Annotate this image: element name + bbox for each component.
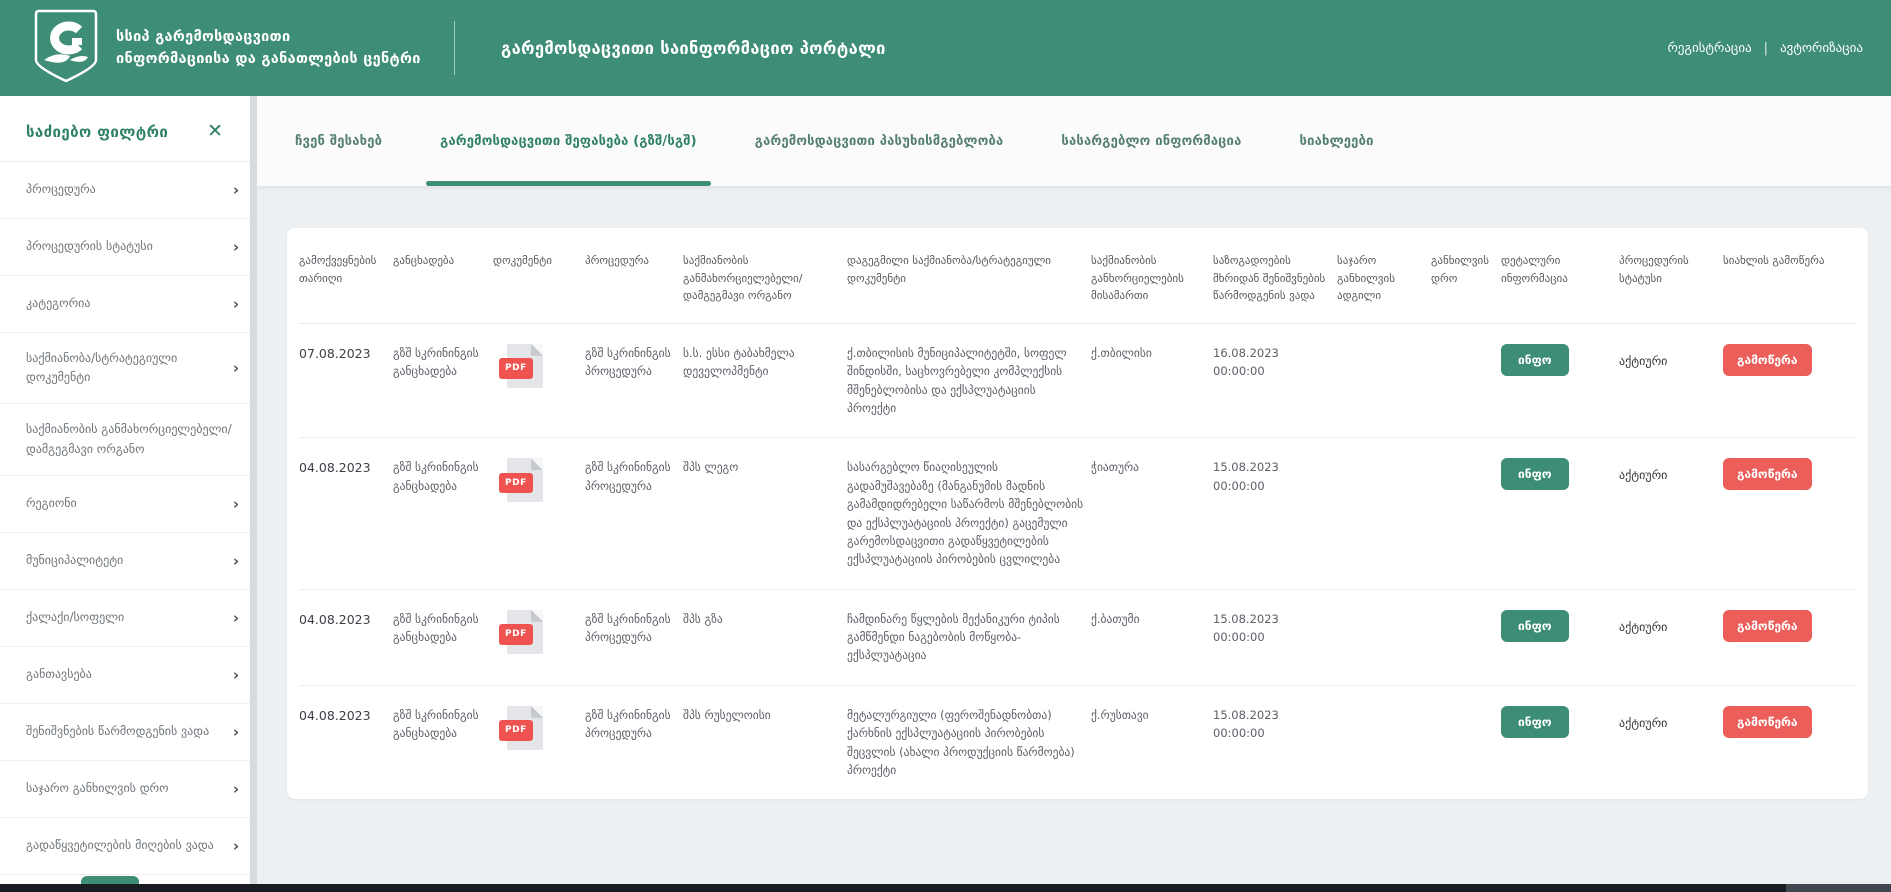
sidebar-item-city-village[interactable]: ქალაქი/სოფელი › — [0, 590, 257, 647]
column-header-planned-activity: დაგეგმილი საქმიანობა/სტრატეგიული დოკუმენტი — [847, 254, 1051, 285]
tab-useful-information[interactable]: სასარგებლო ინფორმაცია — [1061, 133, 1242, 149]
cell-procedure: გზშ სკრინინგის პროცედურა — [585, 345, 671, 379]
sidebar-item-implementing-body[interactable]: საქმიანობის განმახორციელებელი/დამგეგმავი ორგანო — [0, 404, 257, 475]
pdf-label: PDF — [499, 720, 533, 740]
sidebar-scrollbar[interactable] — [250, 96, 257, 884]
column-header-address: საქმიანობის განხორციელების მისამართი — [1091, 254, 1184, 303]
sidebar-item-placement[interactable]: განთავსება › — [0, 647, 257, 704]
cell-hearing-time — [1431, 458, 1495, 568]
subscribe-button[interactable]: გამოწერა — [1723, 458, 1812, 490]
cell-detailed-info — [1501, 344, 1613, 418]
cell-statement: გზშ სკრინინგის განცხადება — [393, 611, 479, 645]
close-icon[interactable]: ✕ — [207, 120, 223, 142]
column-header-subscribe: სიახლის გამოწერა — [1723, 254, 1825, 267]
header-divider — [454, 21, 455, 75]
pdf-document-icon[interactable] — [507, 344, 543, 388]
cell-subscribe — [1723, 344, 1835, 418]
cell-hearing-time — [1431, 610, 1495, 665]
chevron-right-icon: › — [232, 551, 239, 570]
cell-hearing-place — [1337, 458, 1425, 568]
cell-publication-date: 07.08.2023 — [299, 345, 371, 361]
cell-implementing-body: ს.ს. ესსი ტაბახმელა დეველოპმენტი — [683, 345, 795, 379]
sidebar-item-procedure-status[interactable]: პროცედურის სტატუსი › — [0, 219, 257, 276]
pdf-document-icon[interactable] — [507, 610, 543, 654]
chevron-right-icon: › — [232, 665, 239, 684]
chevron-right-icon: › — [232, 608, 239, 627]
cell-publication-date: 04.08.2023 — [299, 460, 371, 476]
cell-planned-activity: მეტალურგიული (ფეროშენადნობთა) ქარხნის ექსპლუატაციის პირობების შეცვლის (ახალი პროდუქციის წარმოება) პროექტი — [847, 707, 1075, 778]
status-text: აქტიური — [1619, 468, 1668, 483]
cell-document — [493, 706, 579, 780]
column-header-hearing-time: განხილვის დრო — [1431, 254, 1489, 285]
cell-subscribe — [1723, 706, 1835, 780]
cell-implementing-body: შპს რუსელოისი — [683, 707, 771, 722]
cell-statement: გზშ სკრინინგის განცხადება — [393, 707, 479, 741]
horizontal-scrollbar[interactable] — [0, 884, 1891, 892]
cell-publication-date: 04.08.2023 — [299, 707, 371, 723]
sidebar-item-activity-strategic-document[interactable]: საქმიანობა/სტრატეგიული დოკუმენტი › — [0, 333, 257, 404]
sidebar-item-procedure[interactable]: პროცედურა › — [0, 162, 257, 219]
subscribe-button[interactable]: გამოწერა — [1723, 706, 1812, 738]
scrollbar-thumb[interactable] — [1786, 884, 1891, 892]
tab-news[interactable]: სიახლეები — [1299, 133, 1374, 149]
chevron-right-icon: › — [232, 359, 239, 378]
column-header-comments-deadline: საზოგადოების მხრიდან შენიშვნების წარმოდგენის ვადა — [1213, 254, 1326, 303]
column-header-detailed-info: დეტალური ინფორმაცია — [1501, 254, 1568, 285]
pdf-fold-corner — [531, 706, 543, 718]
cell-hearing-place — [1337, 610, 1425, 665]
cell-procedure: გზშ სკრინინგის პროცედურა — [585, 460, 671, 493]
cell-implementing-body: შპს გზა — [683, 611, 723, 626]
logo[interactable] — [34, 8, 436, 88]
pdf-document-icon[interactable] — [507, 706, 543, 750]
chevron-right-icon: › — [232, 722, 239, 741]
subscribe-button[interactable]: გამოწერა — [1723, 610, 1812, 642]
column-header-document: დოკუმენტი — [493, 254, 552, 267]
subscribe-button[interactable]: გამოწერა — [1723, 344, 1812, 376]
chevron-right-icon: › — [232, 494, 239, 513]
column-header-procedure-status: პროცედურის სტატუსი — [1619, 254, 1689, 285]
table-header-row — [299, 228, 1856, 324]
sidebar-item-category[interactable]: კატეგორია › — [0, 276, 257, 333]
filter-sidebar — [0, 96, 257, 884]
cell-comments-deadline: 15.08.2023 00:00:00 — [1213, 460, 1279, 493]
sidebar-item-municipality[interactable]: მუნიციპალიტეტი › — [0, 533, 257, 590]
status-text: აქტიური — [1619, 353, 1668, 368]
cell-planned-activity: ჩამდინარე წყლების მექანიკური ტიპის გამწმენდი ნაგებობის მოწყობა-ექსპლუატაცია — [847, 611, 1060, 663]
tab-bar — [257, 96, 1891, 186]
cell-statement: გზშ სკრინინგის განცხადება — [393, 345, 479, 379]
cell-address: ქ.რუსთავი — [1091, 707, 1149, 722]
cell-subscribe — [1723, 610, 1835, 665]
tab-environmental-responsibility[interactable]: გარემოსდაცვითი პასუხისმგებლობა — [754, 133, 1004, 149]
status-text: აქტიური — [1619, 715, 1668, 730]
sidebar-item-region[interactable]: რეგიონი › — [0, 476, 257, 533]
cell-detailed-info — [1501, 610, 1613, 665]
pdf-label: PDF — [499, 473, 533, 493]
sidebar-item-public-hearing-time[interactable]: საჯარო განხილვის დრო › — [0, 761, 257, 818]
column-header-statement: განცხადება — [393, 254, 455, 267]
cell-procedure: გზშ სკრინინგის პროცედურა — [585, 707, 671, 741]
cell-hearing-time — [1431, 344, 1495, 418]
cell-comments-deadline: 15.08.2023 00:00:00 — [1213, 611, 1279, 645]
cell-comments-deadline: 16.08.2023 00:00:00 — [1213, 345, 1279, 379]
table-row — [299, 324, 1856, 439]
pdf-label: PDF — [499, 358, 533, 378]
info-button[interactable]: ინფო — [1501, 344, 1569, 376]
cell-planned-activity: ქ.თბილისის მუნიციპალიტეტში, სოფელ შინდისში, საცხოვრებელი კომპლექსის მშენებლობისა და ექსპლუატაციის პროექტი — [847, 345, 1067, 415]
cell-document — [493, 344, 579, 418]
info-button[interactable]: ინფო — [1501, 458, 1569, 490]
pdf-fold-corner — [531, 344, 543, 356]
cell-detailed-info — [1501, 458, 1613, 568]
tab-about-us[interactable]: ჩვენ შესახებ — [295, 133, 383, 149]
pdf-fold-corner — [531, 610, 543, 622]
cell-hearing-place — [1337, 344, 1425, 418]
column-header-implementing-body: საქმიანობის განმახორციელებელი/დამგეგმავი ორგანო — [683, 254, 803, 303]
cell-detailed-info — [1501, 706, 1613, 780]
authorization-link[interactable]: ავტორიზაცია — [1780, 40, 1863, 56]
results-table — [287, 228, 1868, 799]
pdf-document-icon[interactable] — [507, 458, 543, 502]
cell-address: ქ.თბილისი — [1091, 345, 1152, 360]
cell-planned-activity: სასარგებლო წიაღისეულის გადამუშავებაზე (მანგანუმის მადნის გამამდიდრებელი საწარმოს მშენებლობის და ექსპლუატაციის პროექტი) გაცემული გარემოსდაცვითი გადაწყვეტილების ექსპლუატაციის პირობების ცვლილება — [847, 460, 1084, 567]
chevron-right-icon: › — [232, 238, 239, 256]
cell-statement: გზშ სკრინინგის განცხადება — [393, 460, 479, 493]
cell-comments-deadline: 15.08.2023 00:00:00 — [1213, 707, 1279, 741]
cell-publication-date: 04.08.2023 — [299, 611, 371, 627]
main-content — [257, 96, 1891, 892]
org-name: სსიპ გარემოსდაცვითი ინფორმაციისა და განათლების ცენტრი — [116, 28, 421, 67]
portal-title: გარემოსდაცვითი საინფორმაციო პორტალი — [501, 38, 886, 58]
info-button[interactable]: ინფო — [1501, 706, 1569, 738]
cell-hearing-time — [1431, 706, 1495, 780]
registration-link[interactable]: რეგისტრაცია — [1667, 40, 1752, 56]
cell-document — [493, 458, 579, 568]
column-header-procedure: პროცედურა — [585, 254, 649, 267]
cell-hearing-place — [1337, 706, 1425, 780]
cell-subscribe — [1723, 458, 1835, 568]
chevron-right-icon: › — [232, 779, 239, 798]
chevron-right-icon: › — [232, 295, 239, 313]
status-text: აქტიური — [1619, 619, 1668, 634]
pdf-fold-corner — [531, 458, 543, 470]
links-separator: | — [1763, 40, 1769, 56]
chevron-right-icon: › — [232, 181, 239, 199]
column-header-publication-date: გამოქვეყნების თარიღი — [299, 254, 377, 285]
sidebar-item-decision-deadline[interactable]: გადაწყვეტილების მიღების ვადა › — [0, 818, 257, 875]
sidebar-header — [0, 96, 257, 162]
page-header — [0, 0, 1891, 96]
table-row — [299, 438, 1856, 589]
table-row — [299, 686, 1856, 800]
cell-address: ქ.ბათუმი — [1091, 611, 1140, 626]
auth-links — [1667, 0, 1863, 96]
cell-document — [493, 610, 579, 665]
sidebar-item-comments-deadline[interactable]: შენიშვნების წარმოდგენის ვადა › — [0, 704, 257, 761]
column-header-hearing-place: საჯარო განხილვის ადგილი — [1337, 254, 1395, 303]
cell-implementing-body: შპს ლეგო — [683, 460, 739, 475]
cell-procedure: გზშ სკრინინგის პროცედურა — [585, 611, 671, 645]
shield-logo-icon — [34, 8, 98, 88]
sidebar-title: საძიებო ფილტრი — [26, 122, 169, 141]
info-button[interactable]: ინფო — [1501, 610, 1569, 642]
cell-address: ჭიათურა — [1091, 460, 1139, 475]
pdf-label: PDF — [499, 624, 533, 644]
tab-environmental-assessment[interactable]: გარემოსდაცვითი შეფასება (გზშ/სგშ) — [440, 96, 697, 186]
chevron-right-icon: › — [232, 836, 239, 855]
table-row — [299, 590, 1856, 686]
